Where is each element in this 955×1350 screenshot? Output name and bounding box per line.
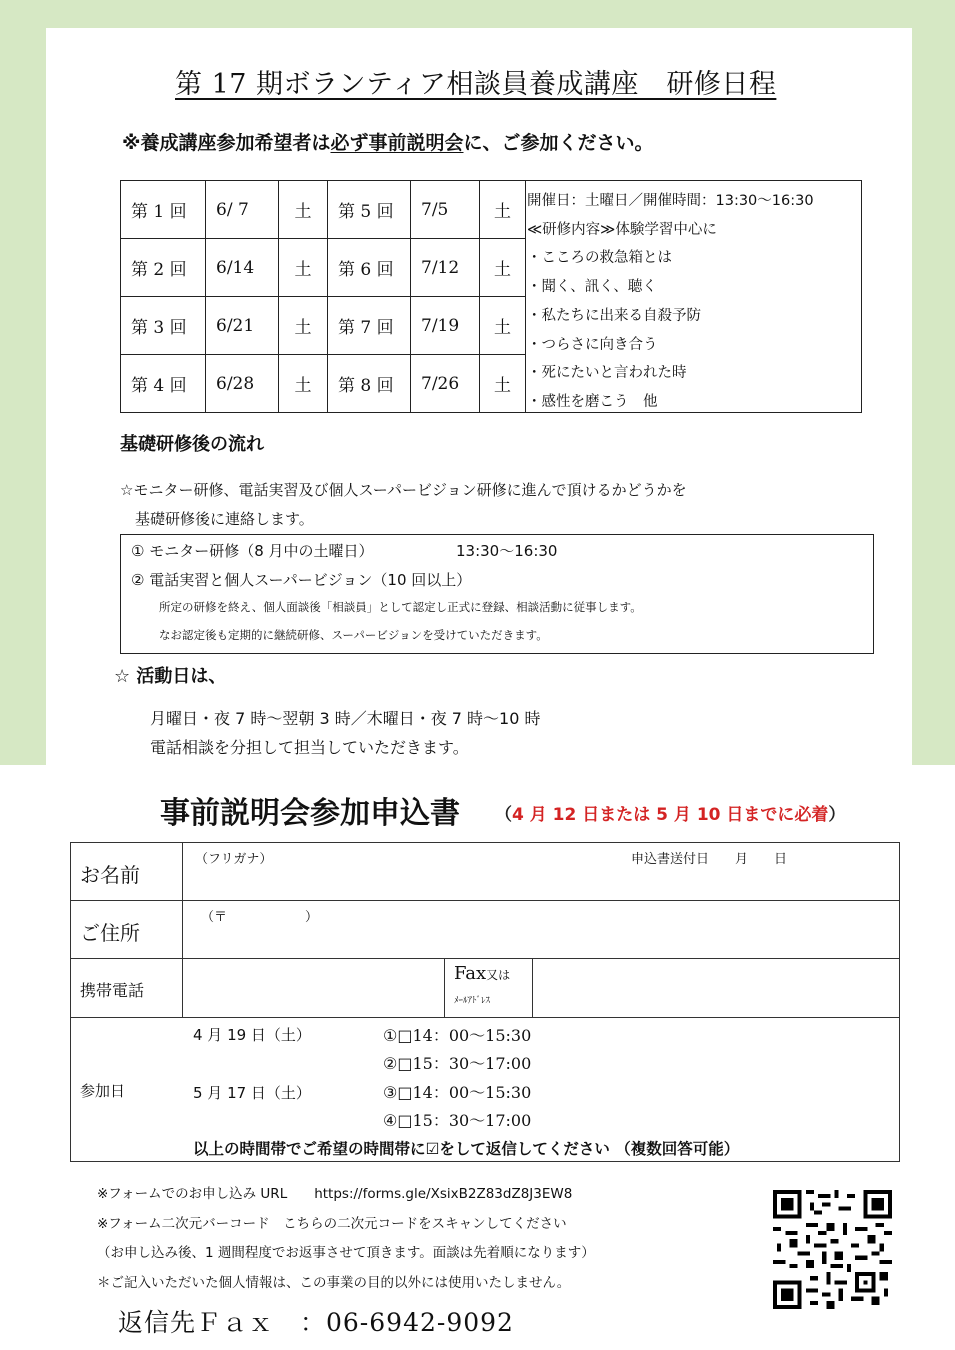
session-number: 第 4 回	[121, 355, 206, 413]
session-number: 第 6 回	[328, 239, 411, 297]
fax-or-text: 又は	[486, 968, 511, 982]
deadline-paren: （	[495, 805, 512, 825]
postal-code-label: （〒 ）	[201, 910, 319, 925]
note-reply: （お申し込み後、1 週間程度でお返事させて頂きます。面談は先着順になります）	[97, 1245, 595, 1261]
session-number: 第 5 回	[328, 181, 411, 239]
session-day: 土	[480, 181, 526, 239]
session-day: 土	[480, 297, 526, 355]
flow-steps-box	[120, 534, 874, 654]
flow-step-note: なお認定後も定期的に継続研修、スーパービジョンを受けていただきます。	[159, 628, 548, 642]
session-day: 土	[279, 355, 328, 413]
address-label: ご住所	[80, 921, 140, 945]
schedule-table	[120, 180, 526, 413]
flow-heading: 基礎研修後の流れ	[120, 434, 264, 455]
flow-step-note: 所定の研修を終え、個人面談後「相談員」として認定し正式に登録、相談活動に従事します。	[159, 600, 642, 614]
schedule-row	[121, 181, 526, 239]
deadline-paren: ）	[828, 805, 846, 825]
session-date: 6/ 7	[206, 181, 279, 239]
check-instruction: 以上の時間帯でご希望の時間帯に☑をして返信してください （複数回答可能）	[193, 1140, 740, 1158]
fax-label-text: Fax	[454, 963, 487, 984]
activity-heading: ☆ 活動日は、	[114, 666, 227, 687]
info-line: ・感性を磨こう 他	[527, 393, 658, 410]
notice-underlined: 必ず事前説明会	[330, 132, 464, 154]
application-notes	[97, 1180, 595, 1298]
time-slot-4-checkbox[interactable]: ④□15：30～17:00	[383, 1111, 532, 1130]
fax-label	[454, 963, 510, 984]
session-date: 6/28	[206, 355, 279, 413]
flow-step-phone: ② 電話実習と個人スーパービジョン（10 回以上）	[131, 571, 472, 589]
session-date-2: 5 月 17 日（土）	[193, 1084, 311, 1102]
name-label: お名前	[80, 863, 140, 887]
activity-line: 月曜日・夜 7 時～翌朝 3 時／木曜日・夜 7 時～10 時	[150, 709, 541, 728]
page-title: 第 17 期ボランティア相談員養成講座 研修日程	[175, 69, 777, 100]
session-number: 第 2 回	[121, 239, 206, 297]
session-number: 第 7 回	[328, 297, 411, 355]
info-line: ・こころの救急箱とは	[527, 250, 672, 267]
session-day: 土	[279, 297, 328, 355]
session-number: 第 1 回	[121, 181, 206, 239]
note-privacy: ＊ご記入いただいた個人情報は、この事業の目的以外には使用いたしません。	[97, 1274, 571, 1291]
info-line: ・私たちに出来る自殺予防	[527, 307, 701, 324]
session-number: 第 8 回	[328, 355, 411, 413]
session-date: 6/14	[206, 239, 279, 297]
furigana-label: （フリガナ）	[195, 852, 273, 867]
fax-mail-input[interactable]	[533, 959, 899, 1016]
flow-step-monitor-time: 13:30～16:30	[456, 542, 558, 560]
training-content-box	[517, 180, 862, 413]
time-slot-2-checkbox[interactable]: ②□15：30～17:00	[383, 1054, 532, 1073]
schedule-row	[121, 239, 526, 297]
reply-fax-number: 返信先Ｆａｘ ：06-6942-9092	[118, 1308, 514, 1337]
note-qr: ※フォーム二次元バーコード こちらの二次元コードをスキャンしてください	[97, 1215, 567, 1232]
schedule-row	[121, 355, 526, 413]
notice-text-end: に、ご参加ください。	[463, 132, 654, 154]
notice-text: ※養成講座参加希望者は	[122, 132, 331, 154]
sent-date-label: 申込書送付日 月 日	[631, 852, 788, 867]
flow-line: 基礎研修後に連絡します。	[120, 510, 314, 528]
name-input[interactable]	[183, 867, 899, 899]
note-form-url: ※フォームでのお申し込み URL https://forms.gle/XsixB2Z83dZ8J3EW8	[97, 1186, 573, 1202]
schedule-row	[121, 297, 526, 355]
session-date: 7/19	[411, 297, 480, 355]
mail-label: ﾒｰﾙｱﾄﾞﾚｽ	[454, 996, 491, 1006]
phone-label: 携帯電話	[80, 981, 145, 1000]
info-line: ・死にたいと言われた時	[527, 365, 687, 382]
deadline-text: 4 月 12 日または 5 月 10 日までに必着	[512, 805, 829, 825]
session-date: 7/5	[411, 181, 480, 239]
session-date: 7/12	[411, 239, 480, 297]
session-day: 土	[480, 355, 526, 413]
info-line: ・聞く、訊く、聴く	[527, 279, 657, 296]
form-divider	[71, 1017, 899, 1018]
session-day: 土	[279, 181, 328, 239]
phone-input[interactable]	[183, 959, 443, 1016]
info-line: ≪研修内容≫体験学習中心に	[527, 221, 717, 238]
application-form	[70, 842, 900, 1162]
form-divider	[71, 900, 899, 901]
time-slot-3-checkbox[interactable]: ③□14：00～15:30	[383, 1083, 532, 1102]
session-date: 7/26	[411, 355, 480, 413]
address-input[interactable]	[183, 925, 899, 957]
session-date-1: 4 月 19 日（土）	[193, 1026, 311, 1044]
activity-line: 電話相談を分担して担当していただきます。	[150, 738, 469, 757]
participation-notice	[122, 128, 654, 155]
activity-description	[150, 704, 541, 762]
participation-date-label: 参加日	[80, 1082, 126, 1100]
form-divider	[444, 958, 445, 1017]
qr-code-image[interactable]	[773, 1190, 892, 1309]
flow-description	[120, 476, 687, 534]
session-number: 第 3 回	[121, 297, 206, 355]
session-day: 土	[480, 239, 526, 297]
info-line: ・つらさに向き合う	[527, 336, 658, 353]
application-title: 事前説明会参加申込書	[160, 796, 460, 831]
session-date: 6/21	[206, 297, 279, 355]
time-slot-1-checkbox[interactable]: ①□14：00～15:30	[383, 1026, 532, 1045]
flow-line: ☆モニター研修、電話実習及び個人スーパービジョン研修に進んで頂けるかどうかを	[120, 481, 687, 499]
info-line: 開催日：土曜日／開催時間：13:30～16:30	[527, 193, 814, 209]
flow-step-monitor: ① モニター研修（8 月中の土曜日）	[131, 542, 374, 560]
application-deadline	[495, 800, 845, 825]
session-day: 土	[279, 239, 328, 297]
